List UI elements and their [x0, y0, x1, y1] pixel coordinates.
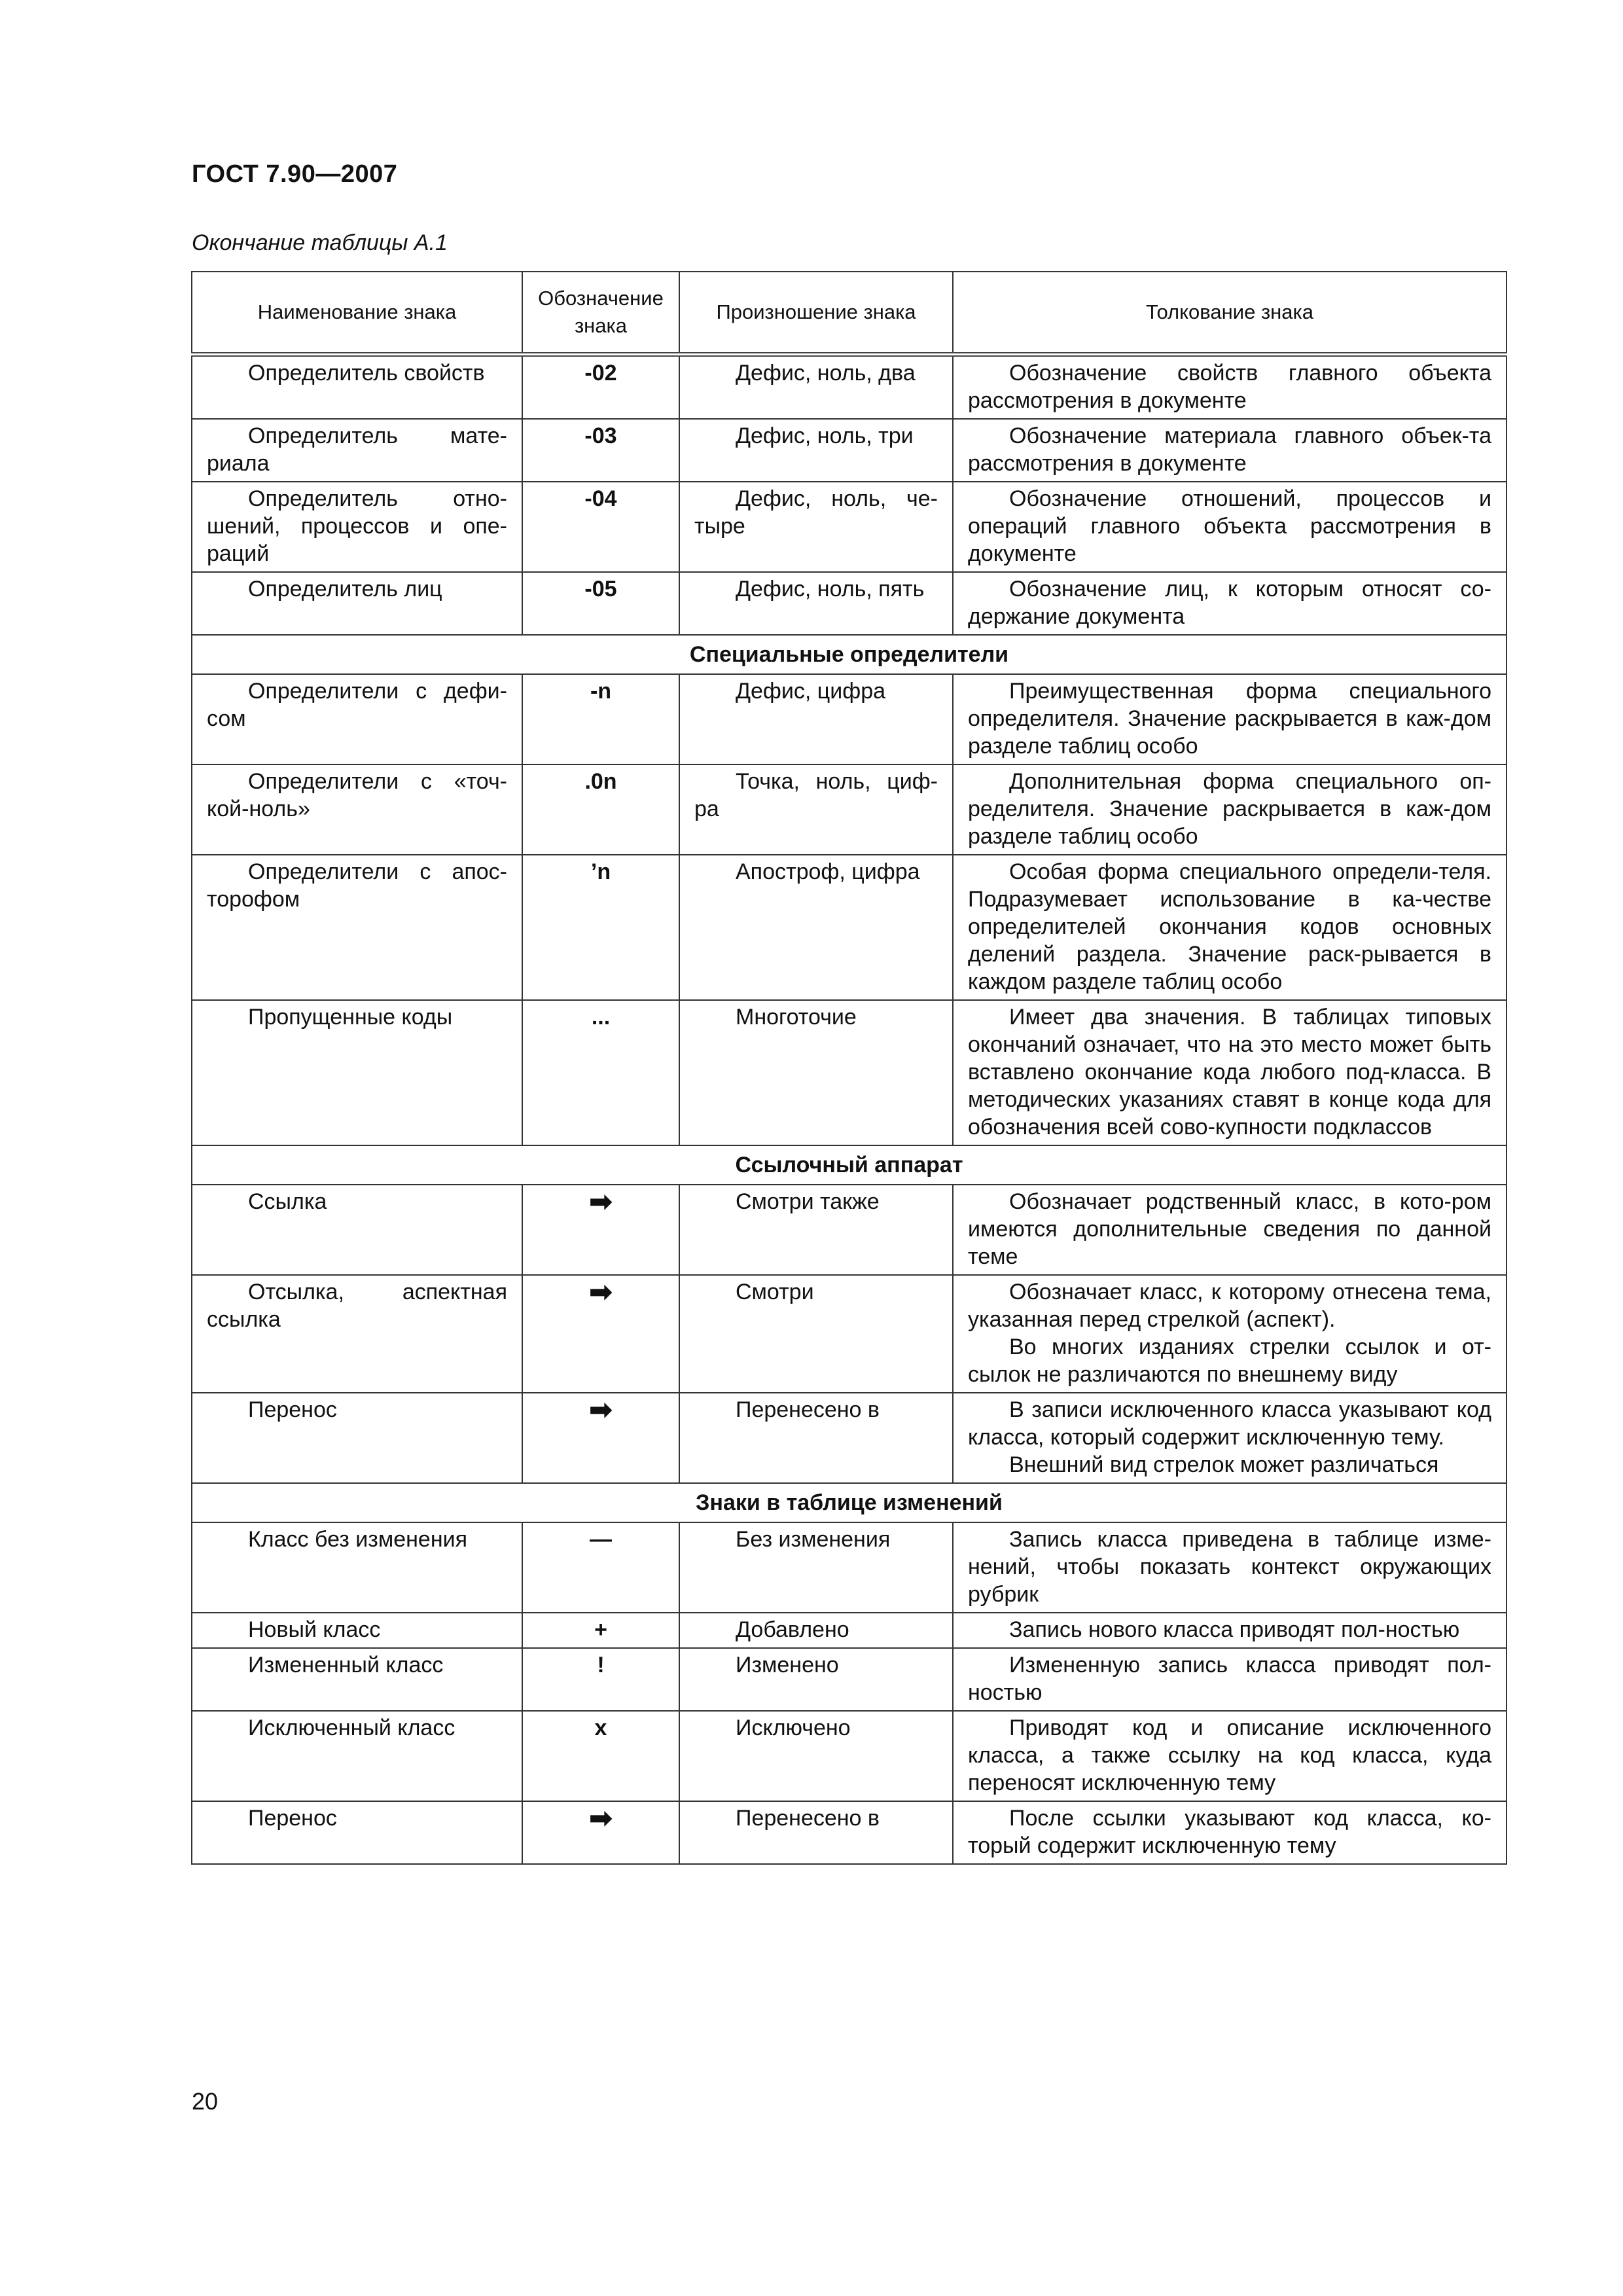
- sign-pronunciation-cell: Дефис, цифра: [679, 674, 953, 764]
- table-row: [192, 1711, 1507, 1801]
- section-title: Специальные определители: [192, 635, 1507, 674]
- sign-description-cell: [953, 674, 1507, 764]
- sign-description-cell: [953, 764, 1507, 855]
- sign-pronunciation-cell: Многоточие: [679, 1000, 953, 1145]
- description-paragraph: Запись нового класса приводят пол-ностью: [1009, 1617, 1460, 1642]
- table-row: [192, 1275, 1507, 1393]
- sign-symbol-cell: [522, 1711, 679, 1801]
- arrow-right-icon: ➡: [589, 1803, 613, 1833]
- description-paragraph: Дополнительная форма специального оп-ределителя. Значение раскрывается в каж-дом разделе таблиц особо: [968, 769, 1491, 849]
- sign-pronunciation-cell: Смотри также: [679, 1185, 953, 1275]
- sign-name-cell: Отсылка, аспектная ссылка: [192, 1275, 522, 1393]
- description-paragraph: Обозначение лиц, к которым относят со-держание документа: [968, 577, 1491, 629]
- sign-symbol-cell: [522, 1185, 679, 1275]
- sign-description-cell: [953, 355, 1507, 420]
- sign-pronunciation-cell: Без изменения: [679, 1522, 953, 1613]
- sign-pronunciation-cell: Смотри: [679, 1275, 953, 1393]
- sign-symbol-cell: [522, 855, 679, 1000]
- section-title: Знаки в таблице изменений: [192, 1483, 1507, 1522]
- sign-description-cell: [953, 1185, 1507, 1275]
- sign-pronunciation-cell: Перенесено в: [679, 1801, 953, 1864]
- section-header-row: [192, 635, 1507, 674]
- table-row: [192, 419, 1507, 482]
- sign-symbol-cell: [522, 1522, 679, 1613]
- sign-symbol-cell: [522, 482, 679, 572]
- sign-symbol: ...: [591, 1005, 611, 1030]
- description-paragraph: Измененную запись класса приводят пол-ностью: [968, 1653, 1491, 1705]
- arrow-right-icon: ➡: [589, 1186, 613, 1217]
- sign-symbol-cell: [522, 1275, 679, 1393]
- sign-symbol: x: [594, 1715, 607, 1740]
- table-header-row: [192, 272, 1507, 355]
- sign-symbol-cell: [522, 1000, 679, 1145]
- sign-symbol: -03: [584, 423, 617, 448]
- description-paragraph: После ссылки указывают код класса, ко-торый содержит исключенную тему: [968, 1806, 1491, 1858]
- table-row: [192, 855, 1507, 1000]
- table-row: [192, 764, 1507, 855]
- sign-pronunciation-cell: Апостроф, цифра: [679, 855, 953, 1000]
- description-paragraph: Имеет два значения. В таблицах типовых окончаний означает, что на это место может быть вставлено окончание кода любого под-класса. В методических указаниях ставят в конце кода для обозначения всей сово-купности подклассов: [968, 1005, 1491, 1139]
- sign-symbol-cell: [522, 355, 679, 420]
- sign-pronunciation-cell: Перенесено в: [679, 1393, 953, 1483]
- table-row: [192, 1185, 1507, 1275]
- sign-description-cell: [953, 1801, 1507, 1864]
- sign-name-cell: Определители с «точ-кой-ноль»: [192, 764, 522, 855]
- sign-symbol: —: [590, 1527, 612, 1552]
- arrow-right-icon: ➡: [589, 1276, 613, 1307]
- column-header-name: Наименование знака: [192, 272, 522, 355]
- description-paragraph: Во многих изданиях стрелки ссылок и от-сылок не различаются по внешнему виду: [968, 1335, 1491, 1387]
- signs-table: [191, 271, 1507, 1865]
- sign-symbol-cell: [522, 1613, 679, 1648]
- description-paragraph: Обозначает класс, к которому отнесена тема, указанная перед стрелкой (аспект).: [968, 1280, 1491, 1332]
- sign-description-cell: [953, 1648, 1507, 1711]
- page-number: 20: [192, 2088, 219, 2115]
- sign-description-cell: [953, 1613, 1507, 1648]
- sign-symbol: -02: [584, 361, 617, 386]
- sign-symbol-cell: [522, 1648, 679, 1711]
- sign-symbol-cell: [522, 764, 679, 855]
- sign-description-cell: [953, 1000, 1507, 1145]
- description-paragraph: Обозначение материала главного объек-та рассмотрения в документе: [968, 423, 1491, 476]
- sign-symbol-cell: [522, 1801, 679, 1864]
- table-row: [192, 1393, 1507, 1483]
- sign-name-cell: Перенос: [192, 1801, 522, 1864]
- sign-symbol-cell: [522, 419, 679, 482]
- table-row: [192, 674, 1507, 764]
- sign-symbol-cell: [522, 1393, 679, 1483]
- sign-pronunciation-cell: Дефис, ноль, че-тыре: [679, 482, 953, 572]
- table-row: [192, 482, 1507, 572]
- document-header: ГОСТ 7.90—2007: [192, 160, 398, 188]
- sign-name-cell: Определители с дефи-сом: [192, 674, 522, 764]
- sign-pronunciation-cell: Добавлено: [679, 1613, 953, 1648]
- sign-description-cell: [953, 572, 1507, 635]
- sign-name-cell: Измененный класс: [192, 1648, 522, 1711]
- column-header-symbol: Обозначение знака: [522, 272, 679, 355]
- description-paragraph: Запись класса приведена в таблице изме-нений, чтобы показать контекст окружающих рубрик: [968, 1527, 1491, 1607]
- description-paragraph: В записи исключенного класса указывают код класса, который содержит исключенную тему.: [968, 1397, 1491, 1450]
- table-body: [192, 355, 1507, 1865]
- section-title: Ссылочный аппарат: [192, 1145, 1507, 1185]
- sign-name-cell: Перенос: [192, 1393, 522, 1483]
- sign-symbol: +: [594, 1617, 607, 1642]
- section-header-row: [192, 1483, 1507, 1522]
- description-paragraph: Внешний вид стрелок может различаться: [1009, 1452, 1439, 1477]
- sign-symbol: -05: [584, 577, 617, 601]
- sign-name-cell: Ссылка: [192, 1185, 522, 1275]
- sign-description-cell: [953, 1522, 1507, 1613]
- sign-description-cell: [953, 1711, 1507, 1801]
- arrow-right-icon: ➡: [589, 1394, 613, 1425]
- table-row: [192, 355, 1507, 420]
- sign-description-cell: [953, 482, 1507, 572]
- table-row: [192, 1613, 1507, 1648]
- description-paragraph: Обозначает родственный класс, в кото-ром имеются дополнительные сведения по данной теме: [968, 1189, 1491, 1269]
- sign-pronunciation-cell: Изменено: [679, 1648, 953, 1711]
- sign-name-cell: Определитель свойств: [192, 355, 522, 420]
- sign-symbol-cell: [522, 674, 679, 764]
- sign-name-cell: Определитель отно-шений, процессов и опе-раций: [192, 482, 522, 572]
- sign-pronunciation-cell: Дефис, ноль, два: [679, 355, 953, 420]
- sign-symbol-cell: [522, 572, 679, 635]
- description-paragraph: Особая форма специального определи-теля. Подразумевает использование в ка-честве определителей окончания кодов основных делений раздела. Значение раск-рывается в каждом разделе таблиц особо: [968, 859, 1491, 994]
- description-paragraph: Приводят код и описание исключенного класса, а также ссылку на код класса, куда переносят исключенную тему: [968, 1715, 1491, 1795]
- table-caption: Окончание таблицы А.1: [192, 230, 448, 255]
- table-row: [192, 1801, 1507, 1864]
- sign-name-cell: Определители с апос-торофом: [192, 855, 522, 1000]
- column-header-description: Толкование знака: [953, 272, 1507, 355]
- description-paragraph: Преимущественная форма специального определителя. Значение раскрывается в каж-дом разделе таблиц особо: [968, 679, 1491, 759]
- sign-description-cell: [953, 1275, 1507, 1393]
- sign-pronunciation-cell: Исключено: [679, 1711, 953, 1801]
- sign-pronunciation-cell: Дефис, ноль, пять: [679, 572, 953, 635]
- sign-description-cell: [953, 419, 1507, 482]
- sign-symbol: ’n: [590, 859, 611, 884]
- sign-symbol: -n: [590, 679, 612, 704]
- sign-description-cell: [953, 855, 1507, 1000]
- sign-name-cell: Новый класс: [192, 1613, 522, 1648]
- section-header-row: [192, 1145, 1507, 1185]
- sign-pronunciation-cell: Дефис, ноль, три: [679, 419, 953, 482]
- sign-symbol: .0n: [584, 769, 617, 794]
- table-row: [192, 1522, 1507, 1613]
- description-paragraph: Обозначение свойств главного объекта рассмотрения в документе: [968, 361, 1491, 413]
- table-row: [192, 1648, 1507, 1711]
- sign-name-cell: Исключенный класс: [192, 1711, 522, 1801]
- sign-name-cell: Определитель мате-риала: [192, 419, 522, 482]
- sign-symbol: -04: [584, 486, 617, 511]
- sign-name-cell: Пропущенные коды: [192, 1000, 522, 1145]
- column-header-pronunciation: Произношение знака: [679, 272, 953, 355]
- table-row: [192, 572, 1507, 635]
- sign-name-cell: Класс без изменения: [192, 1522, 522, 1613]
- sign-description-cell: [953, 1393, 1507, 1483]
- sign-name-cell: Определитель лиц: [192, 572, 522, 635]
- description-paragraph: Обозначение отношений, процессов и операций главного объекта рассмотрения в документе: [968, 486, 1491, 566]
- sign-pronunciation-cell: Точка, ноль, циф-ра: [679, 764, 953, 855]
- table-row: [192, 1000, 1507, 1145]
- sign-symbol: !: [597, 1653, 605, 1677]
